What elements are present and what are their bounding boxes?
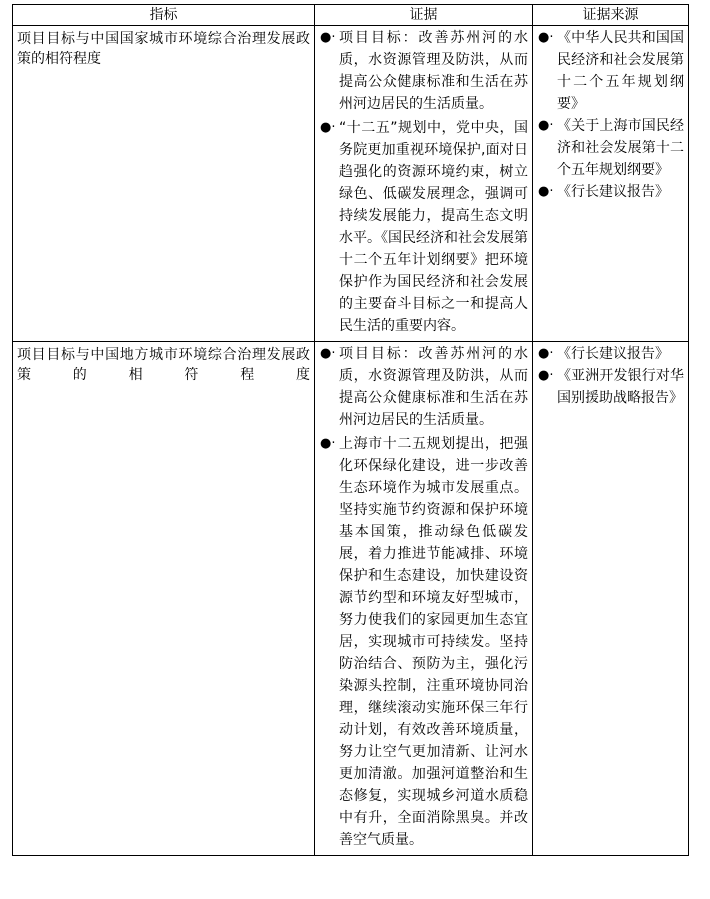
list-item: ●· 《关于上海市国民经济和社会发展第十二个五年规划纲要》 [537,115,684,181]
list-item: ●· 《中华人民共和国国民经济和社会发展第十二个五年规划纲要》 [537,27,684,115]
bullet-icon: ●· [320,30,336,45]
bullet-icon: ●· [538,30,554,45]
bullet-icon: ●· [538,118,554,133]
indicator-text: 项目目标与中国国家城市环境综合治理发展政策的相符程度 [17,31,310,67]
indicator-cell [13,342,315,856]
bullet-icon: ●· [538,184,554,199]
bullet-icon: ●· [320,120,336,135]
list-item: ●· 《行长建议报告》 [537,343,684,365]
bullet-icon: ●· [320,436,336,451]
evidence-cell [315,342,533,856]
indicator-cell [13,26,315,342]
table-row [13,342,689,856]
table-row [13,26,689,342]
bullet-icon: ●· [538,368,554,383]
source-cell [533,342,689,856]
evidence-list [319,27,528,337]
list-item: ●· 项目目标：改善苏州河的水质，水资源管理及防洪，从而提高公众健康标准和生活在苏州河边居民的生活质量。 [319,27,528,115]
list-item: ●· 上海市十二五规划提出，把强化环保绿化建设，进一步改善生态环境作为城市发展重点。坚持实施节约资源和保护环境基本国策，推动绿色低碳发展，着力推进节能减排、环境保护和生态建设，加快建设资源节约型和环境友好型城市，努力使我们的家园更加生态宜居，实现城市可持续发。坚持防治结合、预防为主，强化污染源头控制，注重环境协同治理，继续滚动实施环保三年行动计划，有效改善环境质量，努力让空气更加清新、让河水更加清澈。加强河道整治和生态修复，实现城乡河道水质稳中有升，全面消除黑臭。并改善空气质量。 [319,433,528,851]
list-item: ●· 项目目标：改善苏州河的水质，水资源管理及防洪，从而提高公众健康标准和生活在苏州河边居民的生活质量。 [319,343,528,431]
source-cell [533,26,689,342]
evidence-table [12,4,689,856]
source-list [537,27,684,203]
list-item: ●· 《亚洲开发银行对华国别援助战略报告》 [537,365,684,409]
bullet-icon: ●· [320,346,336,361]
source-list [537,343,684,409]
evidence-cell [315,26,533,342]
header-indicator: 指标 [13,5,315,26]
evidence-list [319,343,528,851]
header-evidence-source: 证据来源 [533,5,689,26]
header-evidence: 证据 [315,5,533,26]
indicator-text: 项目目标与中国地方城市环境综合治理发展政策的相符程度 [17,347,310,383]
header-row [13,5,689,26]
bullet-icon: ●· [538,346,554,361]
list-item: ●· “十二五”规划中，党中央，国务院更加重视环境保护,面对日趋强化的资源环境约束，树立绿色、低碳发展理念，强调可持续发展能力，提高生态文明水平。《国民经济和社会发展第十二个五年计划纲要》把环境保护作为国民经济和社会发展的主要奋斗目标之一和提高人民生活的重要内容。 [319,117,528,337]
list-item: ●· 《行长建议报告》 [537,181,684,203]
